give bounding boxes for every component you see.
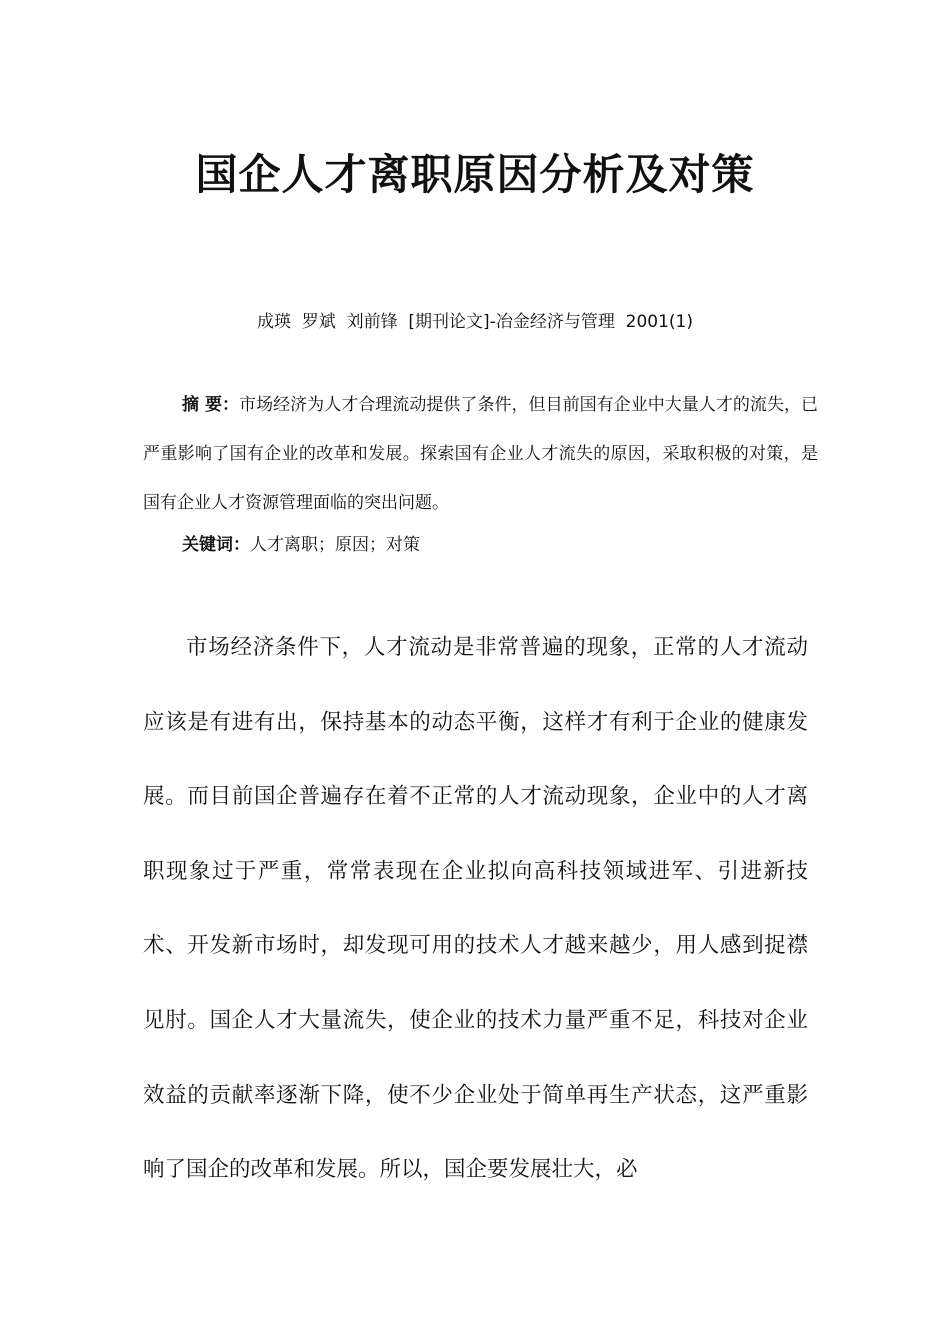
paper-title: 国企人才离职原因分析及对策 xyxy=(195,150,755,199)
keywords-line xyxy=(182,532,420,558)
paper-byline: 成瑛 罗斌 刘前锋 [期刊论文]-冶金经济与管理 2001(1) xyxy=(257,312,693,332)
keywords-text: 人才离职；原因；对策 xyxy=(250,535,420,555)
abstract-text: 市场经济为人才合理流动提供了条件，但目前国有企业中大量人才的流失，已严重影响了国有企业的改革和发展。探索国有企业人才流失的原因，采取积极的对策，是国有企业人才资源管理面临的突出问题。 xyxy=(143,395,819,513)
body-paragraph: 市场经济条件下，人才流动是非常普遍的现象，正常的人才流动应该是有进有出，保持基本的动态平衡，这样才有利于企业的健康发展。而目前国企普遍存在着不正常的人才流动现象，企业中的人才离职现象过于严重，常常表现在企业拟向高科技领域进军、引进新技术、开发新市场时，却发现可用的技术人才越来越少，用人感到捉襟见肘。国企人才大量流失，使企业的技术力量严重不足，科技对企业效益的贡献率逐渐下降，使不少企业处于简单再生产状态，这严重影响了国企的改革和发展。所以，国企要发展壮大，必 xyxy=(143,635,808,1183)
abstract-label: 摘 要： xyxy=(182,395,240,415)
keywords-label: 关键词： xyxy=(182,535,250,555)
abstract-paragraph xyxy=(143,381,818,528)
